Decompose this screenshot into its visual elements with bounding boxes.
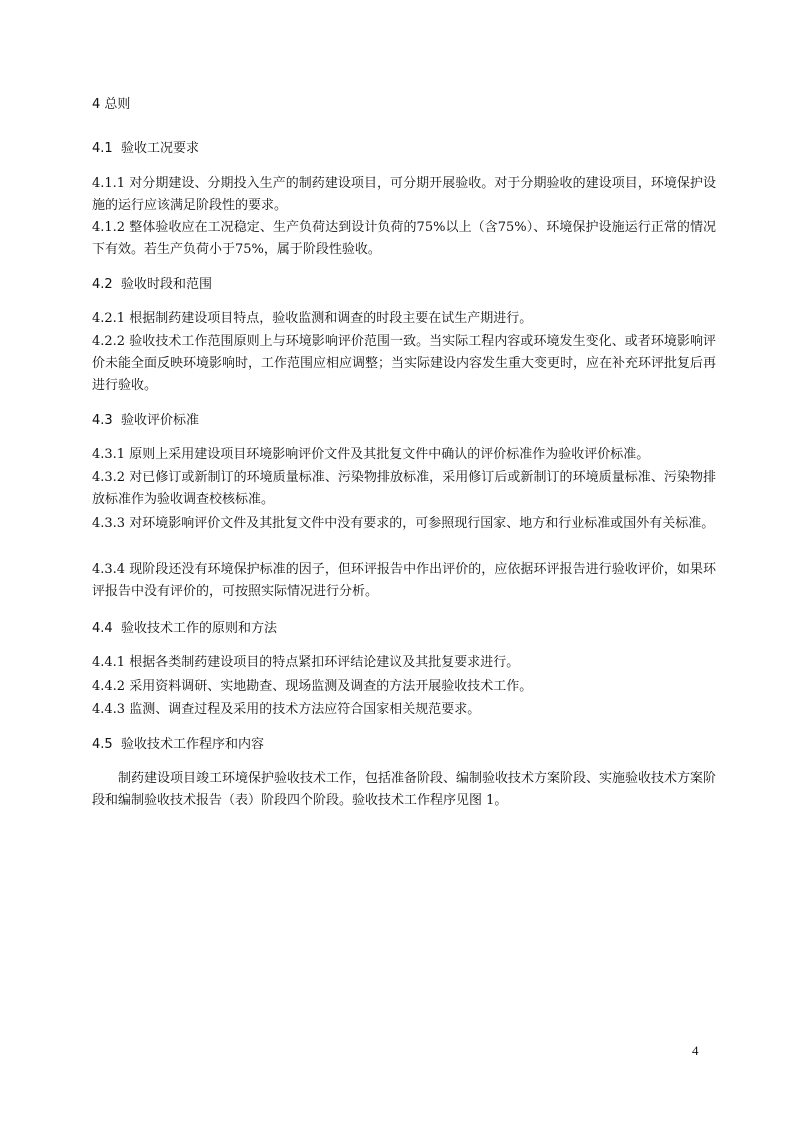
clause-number: 4.3.2: [92, 470, 126, 485]
clause-number: 4.2.2: [92, 334, 126, 349]
clause-number: 4.3.3: [92, 516, 126, 531]
section-4-5-body: 制药建设项目竣工环境保护验收技术工作，包括准备阶段、编制验收技术方案阶段、实施验收技术方案阶段和编制验收技术报告（表）阶段四个阶段。验收技术工作程序见图 1。: [92, 771, 717, 808]
section-title: 验收工况要求: [120, 141, 199, 156]
chapter-heading: [92, 94, 130, 116]
clause-4-3-1: [92, 444, 716, 466]
clause-4-2-2: [92, 331, 716, 397]
chapter-title: 总则: [104, 97, 131, 112]
clause-number: 4.1.1: [92, 176, 126, 191]
clause-4-1-2: [92, 217, 716, 261]
clause-text: 对分期建设、分期投入生产的制药建设项目，可分期开展验收。对于分期验收的建设项目，环境保护设施的运行应该满足阶段性的要求。: [92, 176, 716, 213]
clause-4-1-1: [92, 173, 716, 217]
section-heading-4-4: [92, 618, 277, 640]
clause-4-2-1: [92, 308, 716, 330]
clause-4-4-1: [92, 652, 716, 674]
clause-text: 对环境影响评价文件及其批复文件中没有要求的，可参照现行国家、地方和行业标准或国外有关标准。: [129, 516, 715, 531]
section-heading-4-2: [92, 274, 212, 296]
clause-text: 验收技术工作范围原则上与环境影响评价范围一致。当实际工程内容或环境发生变化、或者环境影响评价未能全面反映环境影响时，工作范围应相应调整；当实际建设内容发生重大变更时，应在补充环评批复后再进行验收。: [92, 334, 717, 393]
clause-text: 现阶段还没有环境保护标准的因子，但环评报告中作出评价的，应依据环评报告进行验收评价，如果环评报告中没有评价的，可按照实际情况进行分析。: [92, 562, 716, 599]
clause-4-3-3: [92, 513, 716, 535]
clause-4-3-2: [92, 467, 716, 511]
clause-text: 对已修订或新制订的环境质量标准、污染物排放标准，采用修订后或新制订的环境质量标准、污染物排放标准作为验收调查校核标准。: [92, 470, 716, 507]
section-heading-4-5: [92, 734, 264, 756]
clause-text: 监测、调查过程及采用的技术方法应符合国家相关规范要求。: [129, 702, 481, 717]
clause-number: 4.3.1: [92, 447, 126, 462]
page-number: 4: [692, 1043, 699, 1058]
clause-4-4-3: [92, 699, 716, 721]
clause-text: 根据制药建设项目特点，验收监测和调查的时段主要在试生产期进行。: [129, 311, 533, 326]
section-title: 验收技术工作的原则和方法: [120, 621, 277, 636]
clause-number: 4.1.2: [92, 220, 126, 235]
clause-text: 根据各类制药建设项目的特点紧扣环评结论建议及其批复要求进行。: [129, 655, 520, 670]
section-number: 4.4: [92, 621, 113, 636]
clause-text: 整体验收应在工况稳定、生产负荷达到设计负荷的75%以上（含75%）、环境保护设施运行正常的情况下有效。若生产负荷小于75%，属于阶段性验收。: [92, 220, 716, 257]
section-title: 验收时段和范围: [120, 277, 212, 292]
section-heading-4-1: [92, 138, 199, 160]
clause-text: 原则上采用建设项目环境影响评价文件及其批复文件中确认的评价标准作为验收评价标准。: [129, 447, 650, 462]
section-number: 4.2: [92, 277, 113, 292]
clause-number: 4.4.3: [92, 702, 126, 717]
chapter-number: 4: [92, 97, 101, 112]
section-number: 4.1: [92, 141, 113, 156]
clause-number: 4.4.1: [92, 655, 126, 670]
section-number: 4.3: [92, 413, 113, 428]
section-title: 验收评价标准: [120, 413, 199, 428]
clause-number: 4.3.4: [92, 562, 126, 577]
clause-number: 4.4.2: [92, 679, 126, 694]
clause-number: 4.2.1: [92, 311, 126, 326]
clause-4-3-4: [92, 559, 716, 603]
section-number: 4.5: [92, 737, 113, 752]
clause-text: 采用资料调研、实地勘查、现场监测及调查的方法开展验收技术工作。: [129, 679, 533, 694]
clause-4-4-2: [92, 676, 716, 698]
section-heading-4-3: [92, 410, 199, 432]
section-title: 验收技术工作程序和内容: [120, 737, 264, 752]
